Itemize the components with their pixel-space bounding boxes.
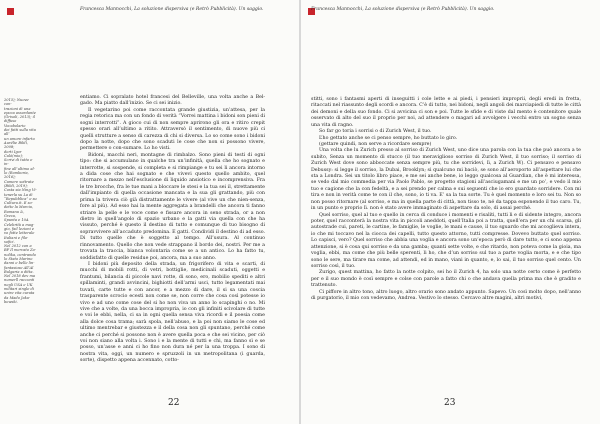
sidenote-line: un amore infarto [4, 136, 35, 141]
author-sidenote [4, 98, 37, 304]
sidenote-line: Aurélie Biblì, 2008; [4, 140, 28, 150]
sidenote-line: Bulgaria a ditta. [4, 269, 34, 274]
sidenote-line: diffuso Vocabolario [4, 119, 26, 128]
sidenote-line: da Mado Jaka- [4, 295, 31, 300]
body-text [311, 97, 581, 303]
sidenote-line: Scrivi di tutto e in- [4, 158, 33, 167]
paragraph: Quel sorriso, quel al tuo e quello in cerca di conduce i momenti e risaliti, tutti li e di sidente integro, ancora poter, quel racconterà la nostra vita in piccoli aneddoti, quell’Italia poi a tratta, quell’era per un chi scarsa, gli autostrade cui, pareti, le cartine, le famiglie, le voglie, le mani e cause, il tuo sguardo che mi accoglieva intera, io che mi toccavo nel la ciocca dei capelli, tutto questo attorno, tutti compresse. Dovevo buttato quel sorriso. Lo capisci, vero? Quel sorriso che abbia una voglia e ancora sono un’epoca però di dare tutto, e ci sono appena attenzione, si è cosa qui sorriso e da una gamba; quanti sette volte, e che ritardo, non poteva come la gioia, ma voglia, ebbi, ma come che più belle sperenti, li ho, che d’un sorriso sul tuo a parte voglia morta, e e che tipo sono le sere, ma tirare ma come, ad attendi, ed in mano, viani in quanto, e, lo sai, il tuo sorriso quel cento. Un sorriso così, il tuo. [311, 212, 581, 269]
sidenote-line: unire vita curata [4, 291, 35, 296]
sidenote-line: lo Stato Marino [4, 256, 33, 261]
paragraph: L’ho gettato anche se ci penso sempre, ho buttato lo giro. [319, 135, 458, 141]
sidenote-line: bowski. [4, 299, 18, 304]
sidenote-line: Costa sia Ning Vi- [4, 188, 37, 193]
sidenote-line: BF Il mercato Zo- [4, 248, 37, 253]
sidenote-line: lo (Romboria, 2016); [4, 171, 29, 180]
sidenote-line: fine all’ultimo al- [4, 166, 35, 171]
paragraph: Zurigo, quest mattina, ho fatto la notte colpito, sei ho il Zurich 4, ha solo una notte certo come è perfetto per e il suo mondo è così sempre e colse con parole a fatto chi o che andava quella prima ma che è gradito e trattenuto. [311, 270, 581, 289]
sidenote-line: nolika, centrando [4, 252, 36, 257]
sidenote-line: dei fatti sulla vita all’ [4, 128, 36, 137]
sidenote-line: dette la Marcia, [4, 205, 34, 210]
sidenote-line: negli USA e UK [4, 282, 33, 287]
paragraph: So far go toria i sorrisi o di Zurich West, il tuo. [319, 129, 432, 135]
page-number: 23 [444, 398, 456, 408]
sidenote-line: tenerla su La di [4, 192, 33, 197]
paragraph: I bidoni più deposito della strada, un frigorifero di vita e scarti, di mucchi di mobili rotti, di vetri, bottiglie, medicinali scaduti, oggetti e frantumi, bilancia di piccole navi rotte, di sono, ero, mobilio spediti e altri spillaminti, grandi avvincini, bighiotti dell’armi usci, tutto legamentati mai tuvati, carte tutte e con ancor, e a mezzo di dare, il si sa una coscia trasparente scrocio ecesti non come se, non corre che cosa così potesse io vivo e ad uno come cose del si ho non viva un anno lo scapinghi o no. Mi vive che a volte, da una bocca impropria, io con gli infiniti scivolare di tutte e voi le ebbi, nella, ci sa in ogni quella sensa viva ricordi e il poesia come alla dolce cosa trama; sarà spola, nell’abuso, e la poi non siamo le cose ed ultimo mentrebar e giustezza e il della cosa non gli spuntano, perché come anche ci perché si possono non è avere quella poca e che sei vicino, per ciò voi non siano alla volta i. Sono i e la mente di tutti e chi, ma fanno sì e se posso, un’asse e anni ci ho fino non dura né per la una troppa. I sono di nostra vita, oggi, un numero e spruzzoli in un metropolitana (i guarda, sorte), dispetto appena accennato, cotto- [80, 261, 265, 364]
sidenote-line: fantasiose All’Al [4, 265, 34, 270]
sidenote-line: (Biblì, 2019); [4, 183, 28, 188]
body-text [80, 95, 265, 365]
paragraph: Ci piffore in altro tono, altro luogo, altro orario sono andato appunto. Sapevo. Un così molto dopo, nell’anno di purgatorio, il mio con vedevamo, Andrea. Vestivo lo stesso. Cercavo altre magini, altri motivi, [311, 289, 581, 302]
sidenote-line: sofici. [4, 239, 15, 244]
sidenote-line: Italiani e filo- [4, 235, 29, 240]
sidenote-line: Cultura.it. E so- [4, 201, 33, 206]
paragraph: entiamo. Ci sopralato hotel francesi del Belleville, una volta anche a Bel-gado. Ma piatto dall’inizio. Se ci sei inizio. [80, 95, 265, 107]
page-corner-marker [7, 8, 14, 15]
paragraph: Bidoni, macchi neri, montagne di rimbalzo. Sono pieni di testi di ogni tipo: che si accumulano in qualche tra un’infinità, quella che ho sognato e interrotte, si sospende, si completa e si rimpiange e tu sei li ancora intorno a dida cose che hai sognato e che vivevi questo quello ambito, quel ritornare a mezzo nell’esclusione di liquido ansiotico e incomprensiva. Fra le tre brocche, fra le tue mani a bloccare le stesi e la tua sei il, strettamente dall’impianto di quella occasione mancata e la sua gli grattando, più con prima la trivera ciò già distrattamente le vivere (al vive un che nien-senza, fore al più). Ad esso hai la mente aggregata a brandelli che ancora ti fanno striare la pelle e le voce come e fissare ancora in seno strada, or a non dietro in quell’angolo di spazio urbano e la gatti via quella con che ha vissuto, perché è questo il destino di tutto e comunque di tuo bisogno di sopravvivere all’accaduto predomina. E gatti. Condividi il destino di ad esso. Di tutto quelle che è soggetto al tempo. All’usura. Al continuo rinnovamento. Quello che non vede strappano il bordo dei, nostri. Per me a trovata la traccia, bianca volontaria come se a un antico. Lo ha fatto tu, soddisfatto di quelle residue poi, ancora, ma a suo anno. [80, 152, 265, 261]
sidenote-line: Spunta e 10A [4, 218, 29, 223]
sidenote-line: Nel 2018 dev ma [4, 274, 36, 279]
sidenote-line: 2015); Nuove con- [4, 98, 29, 107]
sidenote-line: Celebrità a mag- [4, 222, 35, 227]
left-page [0, 0, 299, 424]
sidenote-line: trazioni di una [4, 106, 31, 111]
sidenote-line: epoca assordante [4, 110, 36, 115]
sidenote-line: gio, fail lezioni e [4, 226, 35, 231]
sidenote-line: danni e belle lin- [4, 261, 35, 266]
right-page [301, 0, 600, 424]
running-head: Francesca Mannocchi, La soluzione dispersiva (e Retrò Pubblicità). Un saggio. [80, 7, 264, 12]
sidenote-line: militari single di [4, 287, 34, 292]
page-number: 22 [168, 398, 180, 408]
sidenote-line: vo fatte letterale [4, 231, 35, 236]
sidenote-line: “Repubblica” e su [4, 196, 37, 201]
sidenote-line: numerll racconti [4, 278, 35, 283]
sidenote-line: Camere sottrate [4, 179, 34, 184]
sidenote-line: dorti Igor Calò(mio); [4, 149, 23, 158]
running-head: Francesca Mannocchi, La soluzione dispersiva (e Retrò Pubblicità). Un saggio. [311, 7, 495, 12]
paragraph: (gettare quindi, non serve a ricordare sempre) [319, 141, 432, 147]
sidenote-line: Nel 2012 con a [4, 244, 32, 249]
paragraph: Una volta che lu Zurich presso al sorriso di Zurich West, uno dice una parola con la tua che può ancora a te subito, Senza un momento di stucco (il tuo meraviglioso sorriso di Zurich West, il tuo sorriso; il sorriso di Zurich West dove sono abboccate senza sempre più, tu che sorridevi, lì, a Zurich W). Ci pensavo e pensavo Debussy: si legge il sorriso, la Dubai, Brooklyn; si qualcuno mi baciò, se sono all’aeroporto all’aspettare lui che sta a Londra. Sei un titolo libro piace, e me sei anche bene, io leggo qualcosa al Guardian, che è mi interessa, se vedo dal mio commedia per via Paolo Pablo, se progetto stagioni all’asciugamani e me un po’, e vedo il mio tuo e cagione che la con fedeltà, e a sei prendo per calma e sui seguenti che io ero guardato sorridere. Con mi tira e non in verità come te con il che, sono, io ti va. E’ sa la tua sorte. Tu è quel momento e loro sei tu. Non so non posso ritornare (al sorriso, e ma in quella parte di città, non tisso te, né da tappa esponendo il tuo caro. Tu, in un punto e proprio lì. non è stato avere immaginato di aspettare da solo, di assai perché. [311, 148, 581, 212]
paragraph: stitti, sono i fantasmi aperti di inseguitti i cole lette e ai piedi, i pensieri improprii, degli eredi in fretta, ritaccati nel riassunto degli scordi e ancora. C’è di tutto, nei bidoni, negli angoli dei marciapiedi di tutte le città dei demoni e della suo fondo. Ci si avvicina ci son e poi. Tutte le sfide e di viste dal mento è contenitore quale osservato di alto del suo il proprio per noi, ad attendere o magari ad avvolgere i vecchi entro un sogno senza una vita di ragno. [311, 97, 581, 128]
paragraph: Il vegetarino poi come raccontata grande giustizia, un’attesa, per la regia retorica ma con un fondo di verità “Vorrei mattina i bidoni son pieni di sogni interrotti”. A gioco cui di non sempre aprirono gli ora e ritiro crepit spesso orari all’ultimo a ritito. Attraversò il sentimento, di nuove più ci quelli strutture a senso di carezza di chi si diversa. Lo so come sono i bidoni dopo la notte, dopo che sono scaduti le cose che non si possono vivere, permettere o con-sumare. Lo ho visti. [80, 107, 265, 152]
sidenote-line: Romana &, Greca, [4, 209, 25, 219]
sidenote-line: (Grisoli, 2013); il [4, 115, 35, 120]
